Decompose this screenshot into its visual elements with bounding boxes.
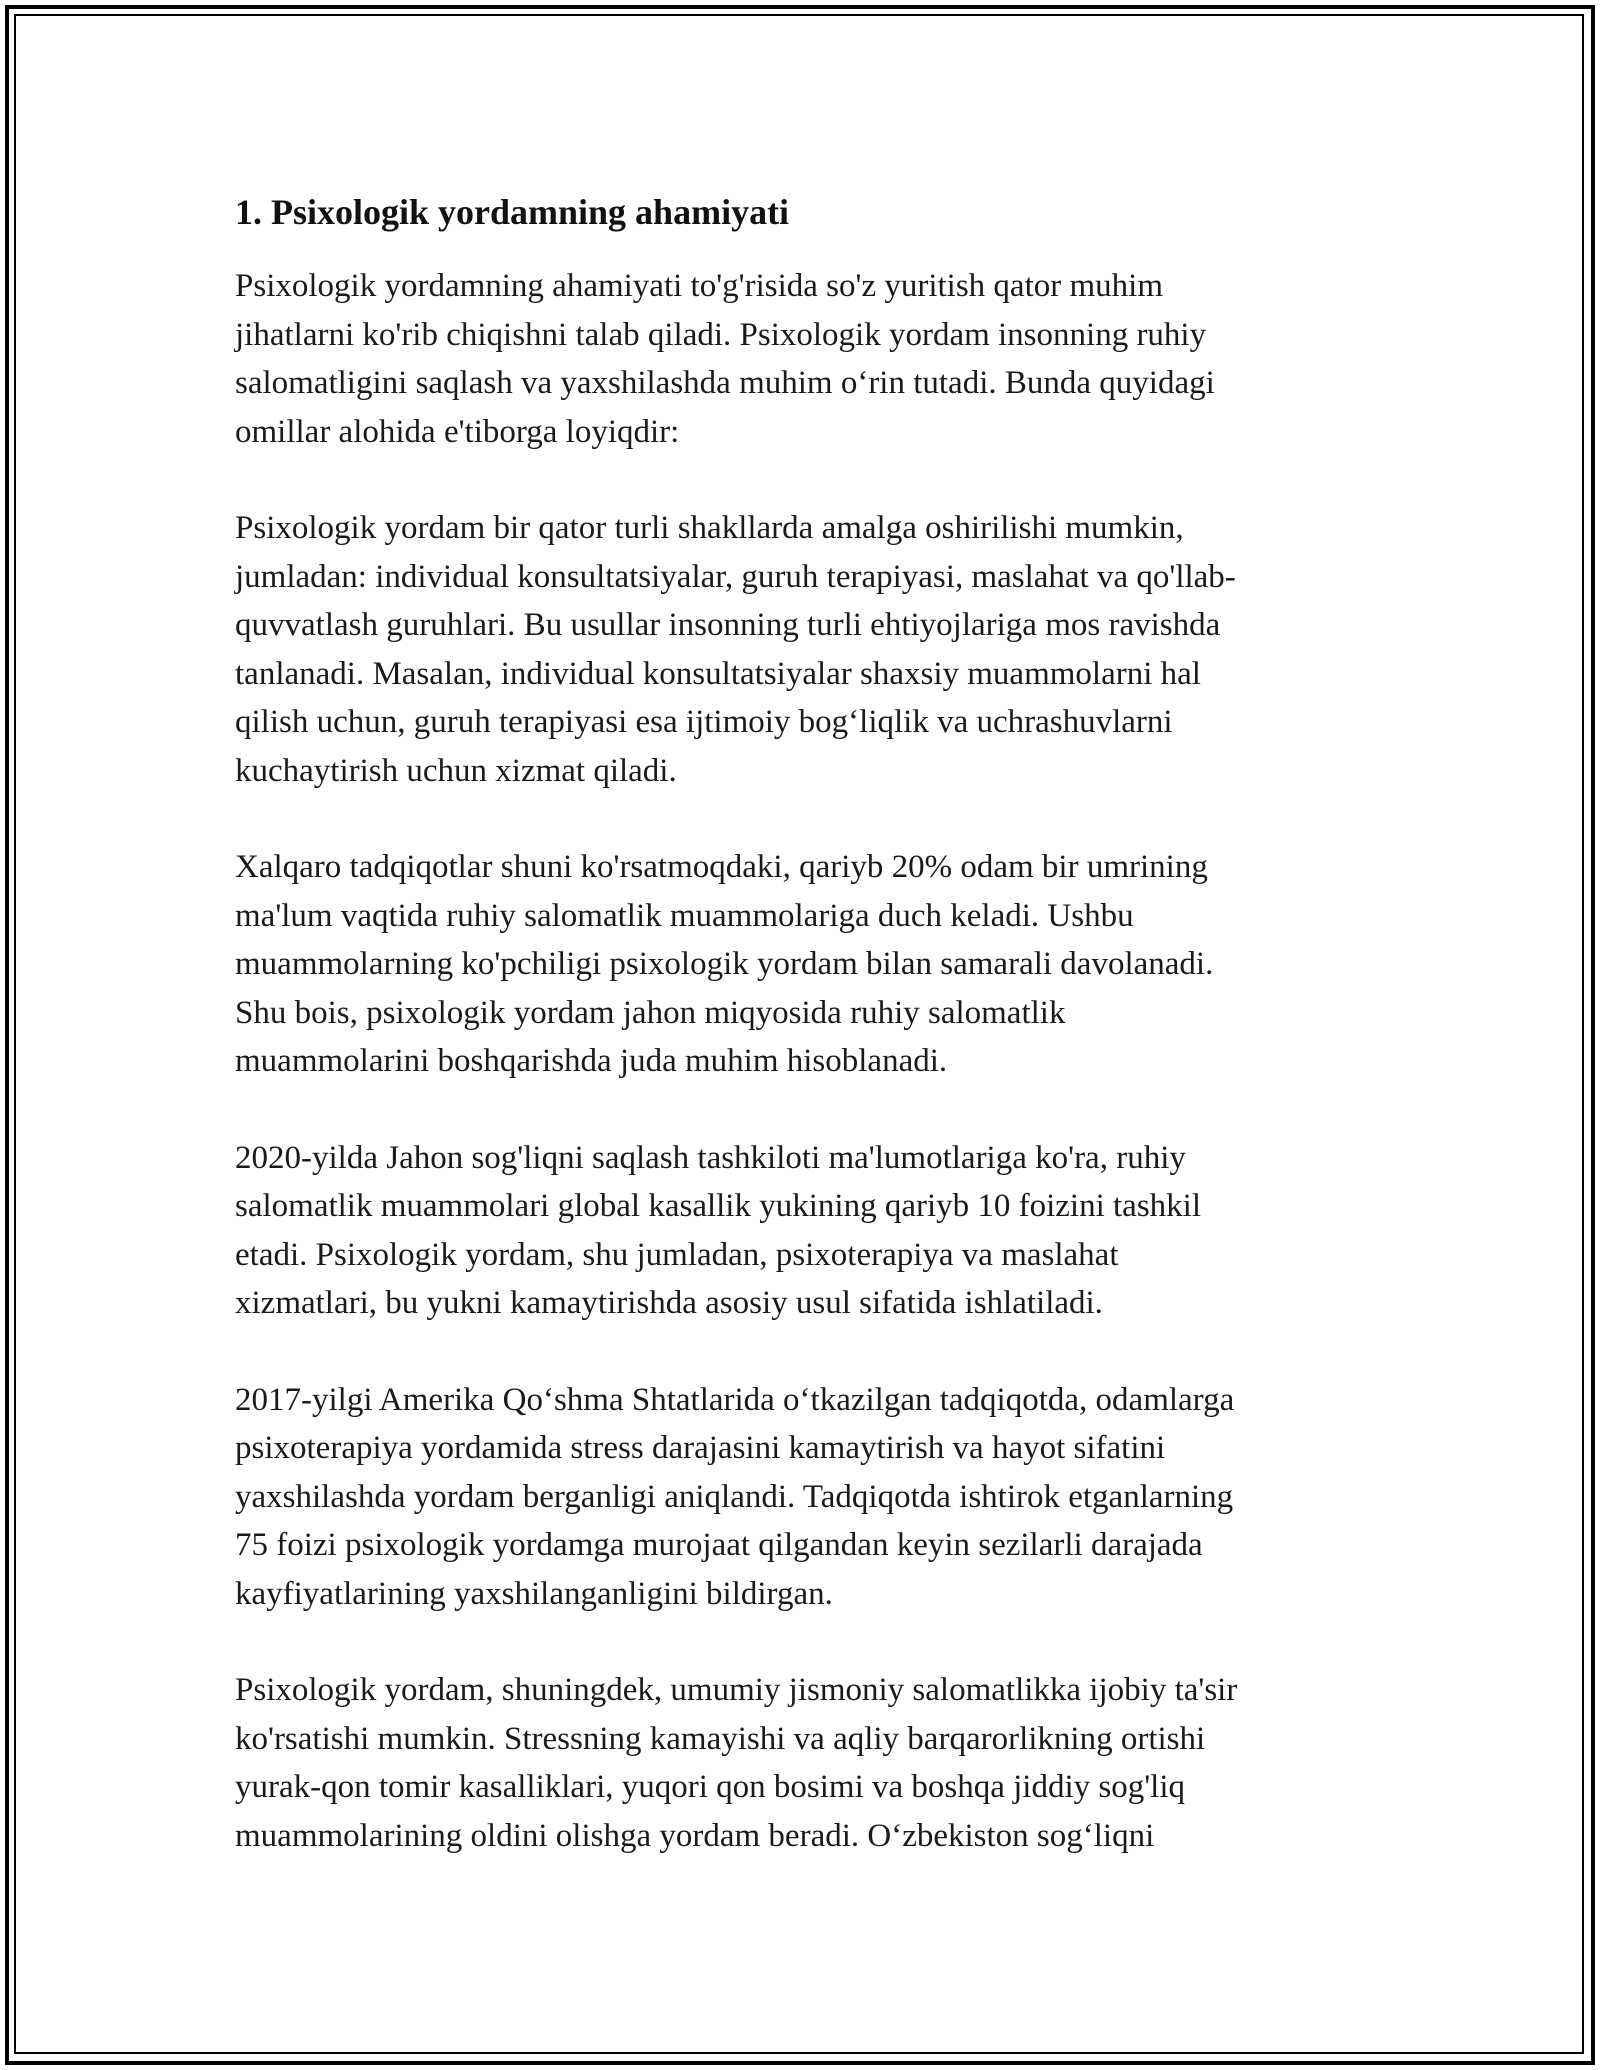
text-line: kuchaytirish uchun xizmat qiladi. [235, 752, 677, 789]
text-line: Shu bois, psixologik yordam jahon miqyosida ruhiy salomatlik [235, 994, 1066, 1031]
text-line: muammolarning ko'pchiligi psixologik yordam bilan samarali davolanadi. [235, 946, 1214, 982]
text-line: ko'rsatishi mumkin. Stressning kamayishi va aqliy barqarorlikning ortishi [235, 1720, 1206, 1757]
text-line: yaxshilashda yordam berganligi aniqlandi. Tadqiqotda ishtirok etganlarning [235, 1478, 1234, 1515]
text-line: kayfiyatlarining yaxshilanganligini bildirgan. [235, 1575, 833, 1612]
text-line: Xalqaro tadqiqotlar shuni ko'rsatmoqdaki, qariyb 20% odam bir umrining [235, 849, 1208, 885]
text-line: muammolarini boshqarishda juda muhim hisoblanadi. [235, 1043, 948, 1079]
text-line: 75 foizi psixologik yordamga murojaat qilgandan keyin sezilarli darajada [235, 1527, 1203, 1563]
text-line: tanlanadi. Masalan, individual konsultatsiyalar shaxsiy muammolarni hal [235, 655, 1201, 692]
text-line: Psixologik yordam bir qator turli shakllarda amalga oshirilishi mumkin, [235, 510, 1184, 546]
paragraph-4 [235, 1134, 1365, 1328]
text-line: qilish uchun, guruh terapiyasi esa ijtimoiy bog‘liqlik va uchrashuvlarni [235, 704, 1173, 740]
paragraph-6 [235, 1666, 1365, 1860]
text-line: Psixologik yordamning ahamiyati to'g'risida so'z yuritish qator muhim [235, 268, 1163, 304]
text-line: salomatligini saqlash va yaxshilashda muhim o‘rin tutadi. Bunda quyidagi [235, 365, 1215, 401]
text-line: Psixologik yordam, shuningdek, umumiy jismoniy salomatlikka ijobiy ta'sir [235, 1672, 1238, 1708]
document-body [235, 188, 1365, 1908]
paragraph-5 [235, 1376, 1365, 1619]
text-line: ma'lum vaqtida ruhiy salomatlik muammolariga duch keladi. Ushbu [235, 897, 1134, 934]
text-line: quvvatlash guruhlari. Bu usullar insonning turli ehtiyojlariga mos ravishda [235, 607, 1221, 643]
text-line: jihatlarni ko'rib chiqishni talab qiladi. Psixologik yordam insonning ruhiy [235, 316, 1207, 353]
section-heading: 1. Psixologik yordamning ahamiyati [235, 192, 790, 232]
text-line: etadi. Psixologik yordam, shu jumladan, psixoterapiya va maslahat [235, 1236, 1119, 1273]
text-line: psixoterapiya yordamida stress darajasini kamaytirish va hayot sifatini [235, 1430, 1166, 1466]
text-line: jumladan: individual konsultatsiyalar, guruh terapiyasi, maslahat va qo'llab- [235, 558, 1236, 595]
text-line: yurak-qon tomir kasalliklari, yuqori qon bosimi va boshqa jiddiy sog'liq [235, 1769, 1186, 1805]
text-line: salomatlik muammolari global kasallik yukining qariyb 10 foizini tashkil [235, 1188, 1202, 1224]
text-line: xizmatlari, bu yukni kamaytirishda asosiy usul sifatida ishlatiladi. [235, 1285, 1103, 1321]
text-line: 2020-yilda Jahon sog'liqni saqlash tashkiloti ma'lumotlariga ko'ra, ruhiy [235, 1139, 1186, 1176]
paragraph-2 [235, 504, 1365, 795]
paragraph-3 [235, 843, 1365, 1086]
text-line: omillar alohida e'tiborga loyiqdir: [235, 413, 680, 450]
text-line: 2017-yilgi Amerika Qo‘shma Shtatlarida o‘tkazilgan tadqiqotda, odamlarga [235, 1381, 1235, 1418]
text-line: muammolarining oldini olishga yordam beradi. O‘zbekiston sog‘liqni [235, 1817, 1155, 1854]
paragraph-1 [235, 262, 1365, 456]
